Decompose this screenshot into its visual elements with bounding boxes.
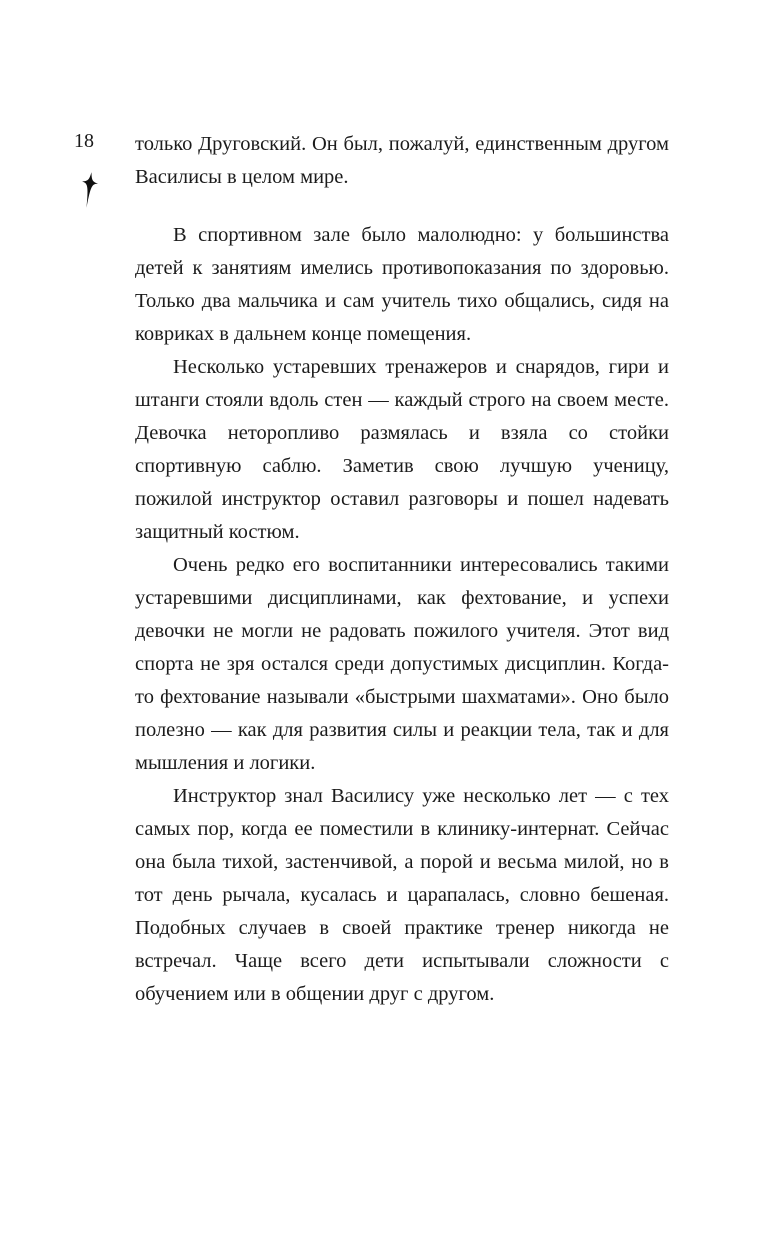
star-ornament-icon <box>75 171 104 210</box>
paragraph: Несколько устаревших тренажеров и снарядов, гири и штанги стояли вдоль стен — каждый строго на своем месте. Девочка неторопливо размялась и взяла со стойки спортивную саблю. Заметив свою лучшую ученицу, пожилой инструктор оставил разговоры и пошел надевать защитный костюм. <box>135 356 669 543</box>
paragraph: В спортивном зале было малолюдно: у большинства детей к занятиям имелись противопоказания по здоровью. Только два мальчика и сам учитель тихо общались, сидя на ковриках в дальнем конце помещения. <box>135 224 669 345</box>
paragraph: Инструктор знал Василису уже несколько лет — с тех самых пор, когда ее поместили в клинику-интернат. Сейчас она была тихой, застенчивой, а порой и весьма милой, но в тот день рычала, кусалась и царапалась, словно бешеная. Подобных случаев в своей практике тренер никогда не встречал. Чаще всего дети испытывали сложности с обучением или в общении друг с другом. <box>135 785 669 1005</box>
paragraph-continuation: только Друговский. Он был, пожалуй, единственным другом Василисы в целом мире. <box>135 133 669 188</box>
paragraph: Очень редко его воспитанники интересовались такими устаревшими дисциплинами, как фехтование, и успехи девочки не могли не радовать пожилого учителя. Этот вид спорта не зря остался среди допустимых дисциплин. Когда-то фехтование называли «быстрыми шахматами». Оно было полезно — как для развития силы и реакции тела, так и для мышления и логики. <box>135 554 669 774</box>
text-block <box>135 128 669 1011</box>
page-number: 18 <box>74 130 94 152</box>
